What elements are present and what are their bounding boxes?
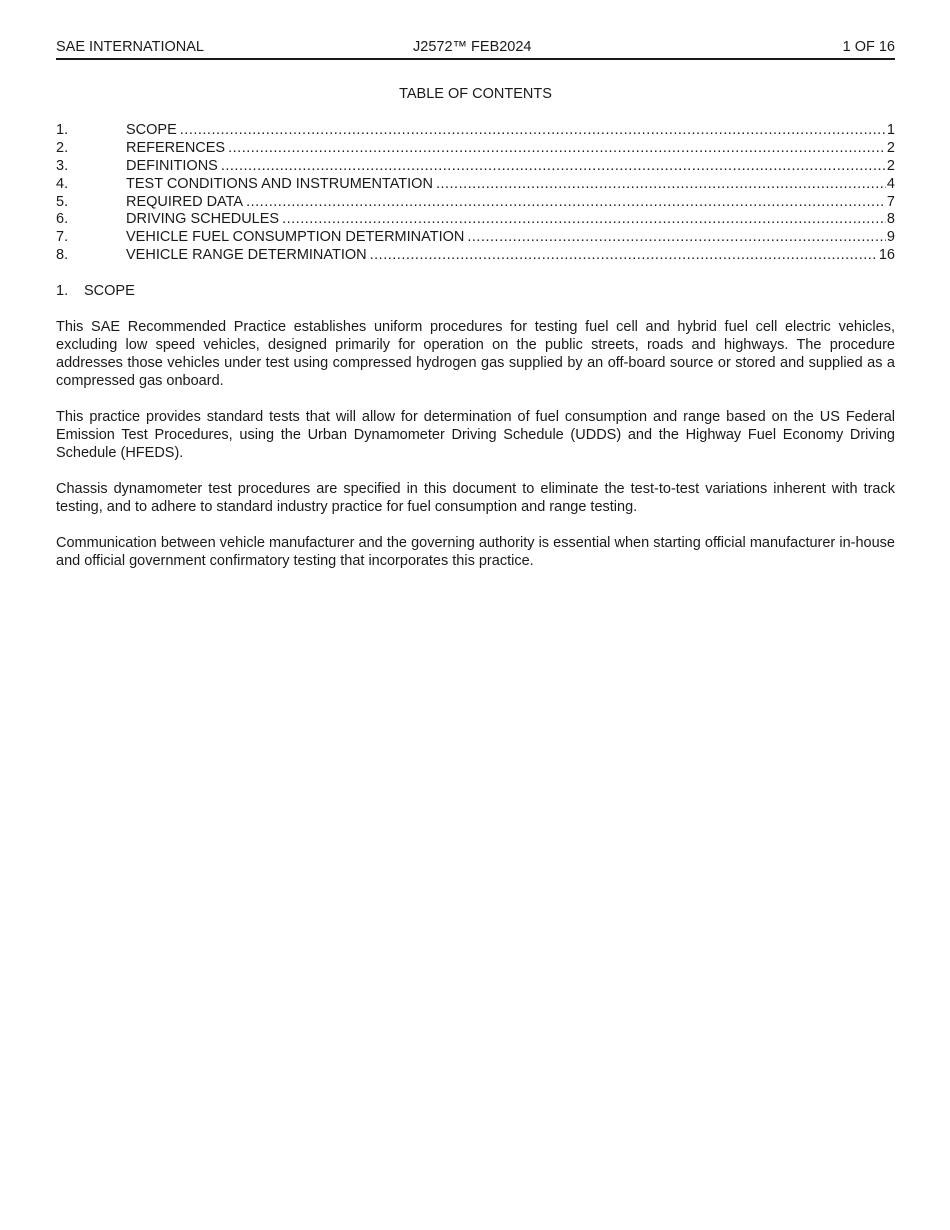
toc-entry[interactable] — [56, 140, 895, 158]
page-header — [56, 38, 895, 60]
toc-entry-page: 2 — [886, 157, 895, 174]
toc-leader-dots — [180, 122, 886, 140]
toc-entry[interactable] — [56, 247, 895, 265]
toc-entry-label: SCOPE — [126, 122, 177, 138]
toc-entry[interactable] — [56, 176, 895, 194]
toc-leader-dots — [221, 158, 886, 176]
toc-leader-dots — [246, 194, 886, 212]
toc-leader-dots — [436, 176, 886, 194]
toc-entry-number: 1. — [56, 122, 69, 138]
toc-entry[interactable] — [56, 122, 895, 140]
toc-entry-number: 8. — [56, 247, 69, 264]
toc-entry-label: REQUIRED DATA — [126, 193, 244, 210]
body-paragraph: This practice provides standard tests that will allow for determination of fuel consumption and range based on the US Federal Emission Test Procedures, using the Urban Dynamometer Driving Schedule (UDDS) and the Highway Fuel Economy Driving Schedule (HFEDS). — [56, 409, 895, 462]
toc-leader-dots — [282, 211, 886, 229]
toc-entry-label: DRIVING SCHEDULES — [126, 211, 280, 228]
toc-entry-label: VEHICLE RANGE DETERMINATION — [126, 247, 367, 264]
toc-entry-number: 6. — [56, 211, 69, 228]
toc-entry-number: 4. — [56, 175, 69, 192]
table-of-contents — [56, 122, 895, 265]
toc-entry-number: 2. — [56, 139, 69, 156]
document-page — [56, 38, 895, 585]
section-title: SCOPE — [84, 283, 135, 300]
toc-entry-page: 9 — [886, 229, 895, 246]
toc-entry-label: REFERENCES — [126, 139, 226, 156]
header-document-id: J2572™ FEB2024 — [413, 39, 532, 55]
header-page-number: 1 OF 16 — [842, 39, 895, 55]
toc-entry[interactable] — [56, 194, 895, 212]
toc-entry-label: DEFINITIONS — [126, 157, 218, 174]
toc-entry-page: 1 — [886, 122, 895, 138]
toc-entry-page: 16 — [878, 247, 895, 264]
toc-entry[interactable] — [56, 229, 895, 247]
toc-entry[interactable] — [56, 211, 895, 229]
toc-leader-dots — [228, 140, 886, 158]
toc-title: TABLE OF CONTENTS — [399, 86, 552, 102]
toc-entry-number: 5. — [56, 193, 69, 210]
toc-entry-number: 3. — [56, 157, 69, 174]
body-paragraph: Chassis dynamometer test procedures are specified in this document to eliminate the test-to-test variations inherent with track testing, and to adhere to standard industry practice for fuel consumption and range testing. — [56, 481, 895, 516]
header-organization: SAE INTERNATIONAL — [56, 39, 204, 55]
body-paragraph: Communication between vehicle manufacturer and the governing authority is essential when starting official manufacturer in-house and official government confirmatory testing that incorporates this practice. — [56, 535, 895, 570]
toc-entry-page: 7 — [886, 193, 895, 210]
toc-leader-dots — [370, 247, 878, 265]
section-number: 1. — [56, 283, 69, 300]
toc-entry-page: 4 — [886, 175, 895, 192]
toc-entry-label: VEHICLE FUEL CONSUMPTION DETERMINATION — [126, 229, 465, 246]
section-heading-scope — [56, 282, 895, 300]
toc-entry-label: TEST CONDITIONS AND INSTRUMENTATION — [126, 175, 433, 192]
toc-leader-dots — [467, 229, 886, 247]
toc-entry-page: 2 — [886, 139, 895, 156]
body-paragraph: This SAE Recommended Practice establishes uniform procedures for testing fuel cell and hybrid fuel cell electric vehicles, excluding low speed vehicles, designed primarily for operation on the public streets, roads and highways. The procedure addresses those vehicles under test using compressed hydrogen gas supplied by an off-board source or stored and supplied as a compressed gas onboard. — [56, 319, 895, 390]
toc-entry-number: 7. — [56, 229, 69, 246]
toc-entry-page: 8 — [886, 211, 895, 228]
toc-entry[interactable] — [56, 158, 895, 176]
